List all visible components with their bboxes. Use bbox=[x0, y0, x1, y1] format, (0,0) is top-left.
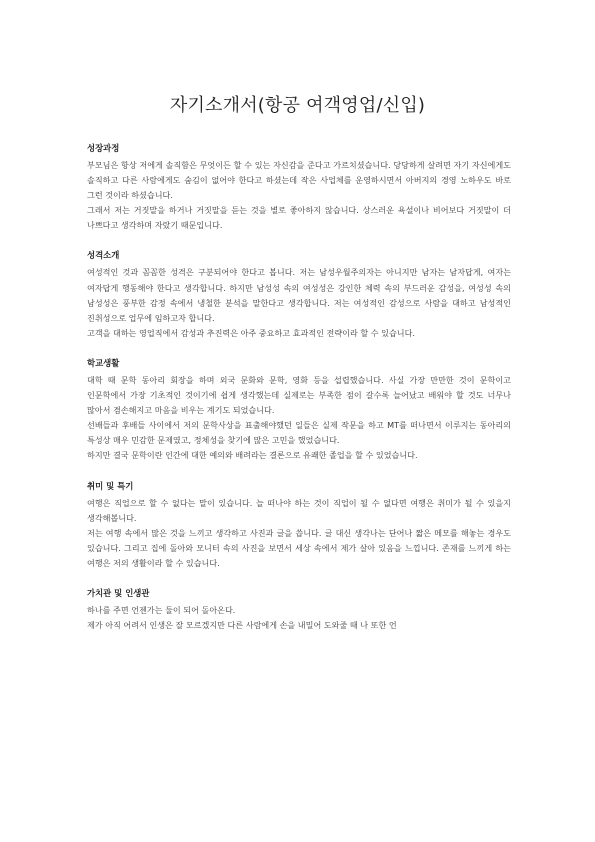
paragraph: 저는 여행 속에서 많은 것을 느끼고 생각하고 사진과 글을 씁니다. 글 대신 생각나는 단어나 짧은 메모를 해놓는 경우도 있습니다. 그리고 집에 돌아와 모니터 속의 사진을 보면서 세상 속에서 제가 살아 있음을 느낍니다. 존재를 느끼게 하는 여행은 저의 생활이라 할 수 있습니다. bbox=[87, 527, 511, 568]
section-growth bbox=[87, 142, 511, 233]
section-hobbies bbox=[87, 480, 511, 571]
section-personality bbox=[87, 249, 511, 340]
paragraph: 하나를 주면 언젠가는 둘이 되어 돌아온다. bbox=[87, 604, 236, 615]
paragraph: 여성적인 것과 꼼꼼한 성격은 구분되어야 한다고 봅니다. 저는 남성우월주의자는 아니지만 남자는 남자답게, 여자는 여자답게 행동해야 한다고 생각합니다. 하지만 남성성 속의 여성성은 강인한 체력 속의 부드러운 감성을, 여성성 속의 남성성은 풍부한 감정 속에서 냉철한 분석을 말한다고 생각합니다. 저는 여성적인 감성으로 사람을 대하고 남성적인 진취성으로 업무에 임하고자 합니다. bbox=[87, 267, 511, 323]
paragraph: 여행은 직업으로 할 수 없다는 말이 있습니다. 늘 떠나야 하는 것이 직업이 될 수 없다면 여행은 취미가 될 수 있을지 생각해봅니다. bbox=[87, 497, 511, 523]
section-values bbox=[87, 587, 511, 633]
section-heading: 가치관 및 인생관 bbox=[87, 587, 150, 598]
paragraph: 하지만 결국 문학이란 인간에 대한 예의와 배려라는 결론으로 유쾌한 졸업을 할 수 있었습니다. bbox=[87, 450, 418, 461]
section-heading: 취미 및 특기 bbox=[87, 480, 134, 491]
document-title: 자기소개서(항공 여객영업/신입) bbox=[169, 95, 426, 116]
paragraph: 제가 아직 어려서 인생은 잘 모르겠지만 다른 사람에게 손을 내밀어 도와줄 때 나 또한 언 bbox=[87, 620, 397, 631]
paragraph: 부모님은 항상 저에게 솔직함은 무엇이든 할 수 있는 자신감을 준다고 가르치셨습니다. 당당하게 살려면 자기 자신에게도 솔직하고 다른 사람에게도 숨김이 없어야 한다고 하셨는데 작은 사업체를 운영하시면서 아버지의 경영 노하우도 바로 그런 것이라 하셨습니다. bbox=[87, 160, 511, 201]
section-heading: 학교생활 bbox=[87, 357, 120, 368]
document-body bbox=[87, 142, 511, 649]
section-school-life bbox=[87, 357, 511, 464]
paragraph: 선배들과 후배들 사이에서 저의 문학사상을 표출해야했던 일들은 실제 작문을 하고 MT를 떠나면서 이루지는 동아리의 특성상 매우 민감한 문제였고, 정체성을 찾기에 많은 고민을 했었습니다. bbox=[87, 420, 511, 446]
section-heading: 성장과정 bbox=[87, 143, 120, 153]
paragraph: 대학 때 문학 동아리 회장을 하며 외국 문화와 문학, 영화 등을 섭렵했습니다. 사실 가장 만만한 것이 문학이고 인문학에서 가장 기초적인 것이기에 쉽게 생각했는데 실제로는 부족한 점이 갈수록 늘어났고 배워야 할 것도 너무나 많아서 겸손해지고 마음을 비우는 계기도 되었습니다. bbox=[87, 374, 511, 416]
paragraph: 그래서 저는 거짓말을 하거나 거짓말을 듣는 것을 별로 좋아하지 않습니다. 상스러운 욕설이나 비어보다 거짓말이 더 나쁘다고 생각하며 자랐기 때문입니다. bbox=[87, 205, 511, 231]
section-heading: 성격소개 bbox=[87, 250, 120, 261]
paragraph: 고객을 대하는 영업직에서 감성과 추진력은 아주 중요하고 효과적인 전략이라 할 수 있습니다. bbox=[87, 327, 415, 338]
